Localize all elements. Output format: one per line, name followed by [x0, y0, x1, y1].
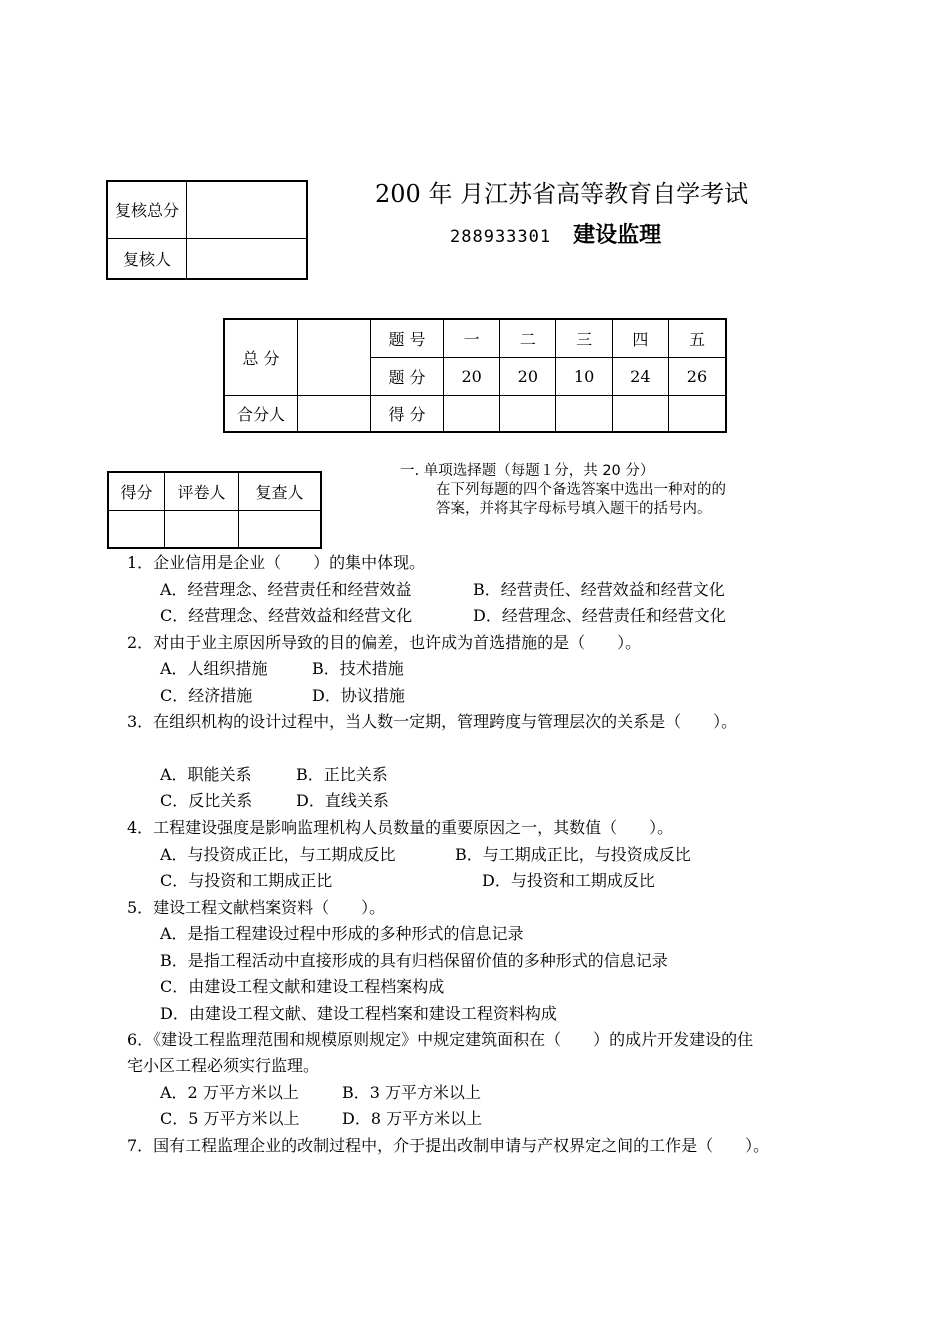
got-score-cell [444, 395, 500, 432]
score-1: 20 [444, 357, 500, 395]
section-instruction: 答案，并将其字母标号填入题干的括号内。 [436, 501, 712, 517]
question-3-option-a: A．职能关系 [160, 765, 252, 784]
score-table [223, 318, 727, 433]
question-6-stem-cont: 宅小区工程必须实行监理。 [127, 1056, 320, 1075]
course-code: 288933301 [450, 227, 552, 247]
question-3-option-c: C．反比关系 [160, 791, 253, 810]
grader-cell [165, 510, 239, 548]
exam-subtitle [450, 218, 661, 249]
question-4-stem: 4．工程建设强度是影响监理机构人员数量的重要原因之一，其数值（ ）。 [127, 818, 674, 837]
grader-score-cell [108, 510, 165, 548]
question-2-option-a: A．人组织措施 [160, 659, 268, 678]
question-1-option-d: D．经营理念、经营责任和经营文化 [473, 606, 726, 625]
question-1-option-b: B．经营责任、经营效益和经营文化 [473, 580, 725, 599]
question-no-label: 题 号 [371, 319, 444, 357]
question-3-stem: 3．在组织机构的设计过程中，当人数一定期，管理跨度与管理层次的关系是（ ）。 [127, 712, 738, 731]
grader-label: 评卷人 [165, 472, 239, 510]
total-score-cell [298, 319, 371, 395]
col-5: 五 [668, 319, 726, 357]
question-6-option-d: D．8 万平方米以上 [342, 1109, 483, 1128]
question-6-option-a: A．2 万平方米以上 [160, 1083, 299, 1102]
question-2-option-d: D．协议措施 [312, 686, 405, 705]
section-header [400, 462, 726, 519]
question-5-option-d: D．由建设工程文献、建设工程档案和建设工程资料构成 [160, 1004, 557, 1023]
question-4-option-c: C．与投资和工期成正比 [160, 871, 333, 890]
question-5-option-c: C．由建设工程文献和建设工程档案构成 [160, 977, 445, 996]
question-1-stem: 1．企业信用是企业（ ）的集中体现。 [127, 553, 426, 572]
section-heading: 一. 单项选择题（每题１分，共 20 分） [400, 463, 655, 479]
question-4-option-d: D．与投资和工期成反比 [482, 871, 655, 890]
score-2: 20 [500, 357, 556, 395]
score-4: 24 [612, 357, 668, 395]
col-3: 三 [556, 319, 612, 357]
score-3: 10 [556, 357, 612, 395]
got-score-cell [556, 395, 612, 432]
question-7-stem: 7．国有工程监理企业的改制过程中，介于提出改制申请与产权界定之间的工作是（ ）。 [127, 1136, 770, 1155]
grader-box [107, 471, 322, 549]
combiner-cell [298, 395, 371, 432]
got-score-cell [500, 395, 556, 432]
question-6-stem: 6．《建设工程监理范围和规模原则规定》中规定建筑面积在（ ）的成片开发建设的住 [127, 1030, 754, 1049]
combiner-label: 合分人 [224, 395, 298, 432]
question-4-option-b: B．与工期成正比，与投资成反比 [455, 845, 691, 864]
got-score-label: 得 分 [371, 395, 444, 432]
question-2-stem: 2．对由于业主原因所导致的目的偏差，也许成为首选措施的是（ ）。 [127, 633, 642, 652]
checker-cell [239, 510, 322, 548]
col-2: 二 [500, 319, 556, 357]
got-score-cell [612, 395, 668, 432]
got-score-cell [668, 395, 726, 432]
section-instruction: 在下列每题的四个备选答案中选出一种对的的 [436, 482, 726, 498]
question-5-option-b: B．是指工程活动中直接形成的具有归档保留价值的多种形式的信息记录 [160, 951, 668, 970]
question-6-option-b: B．3 万平方米以上 [342, 1083, 482, 1102]
question-1-option-c: C．经营理念、经营效益和经营文化 [160, 606, 413, 625]
review-box [106, 180, 308, 280]
question-2-option-b: B．技术措施 [312, 659, 404, 678]
review-total-label: 复核总分 [107, 181, 187, 238]
question-6-option-c: C．5 万平方米以上 [160, 1109, 300, 1128]
question-4-option-a: A．与投资成正比，与工期成反比 [160, 845, 396, 864]
question-score-label: 题 分 [371, 357, 444, 395]
question-3-option-b: B．正比关系 [296, 765, 388, 784]
question-1-option-a: A．经营理念、经营责任和经营效益 [160, 580, 412, 599]
question-5-stem: 5．建设工程文献档案资料（ ）。 [127, 898, 386, 917]
question-3-option-d: D．直线关系 [296, 791, 389, 810]
col-1: 一 [444, 319, 500, 357]
score-5: 26 [668, 357, 726, 395]
review-total-cell [187, 181, 308, 238]
reviewer-cell [187, 238, 308, 279]
grader-score-label: 得分 [108, 472, 165, 510]
checker-label: 复查人 [239, 472, 322, 510]
course-name: 建设监理 [573, 223, 662, 248]
total-score-label: 总 分 [224, 319, 298, 395]
question-5-option-a: A．是指工程建设过程中形成的多种形式的信息记录 [160, 924, 524, 943]
reviewer-label: 复核人 [107, 238, 187, 279]
question-2-option-c: C．经济措施 [160, 686, 253, 705]
exam-title: 200 年 月江苏省高等教育自学考试 [375, 180, 749, 208]
col-4: 四 [612, 319, 668, 357]
